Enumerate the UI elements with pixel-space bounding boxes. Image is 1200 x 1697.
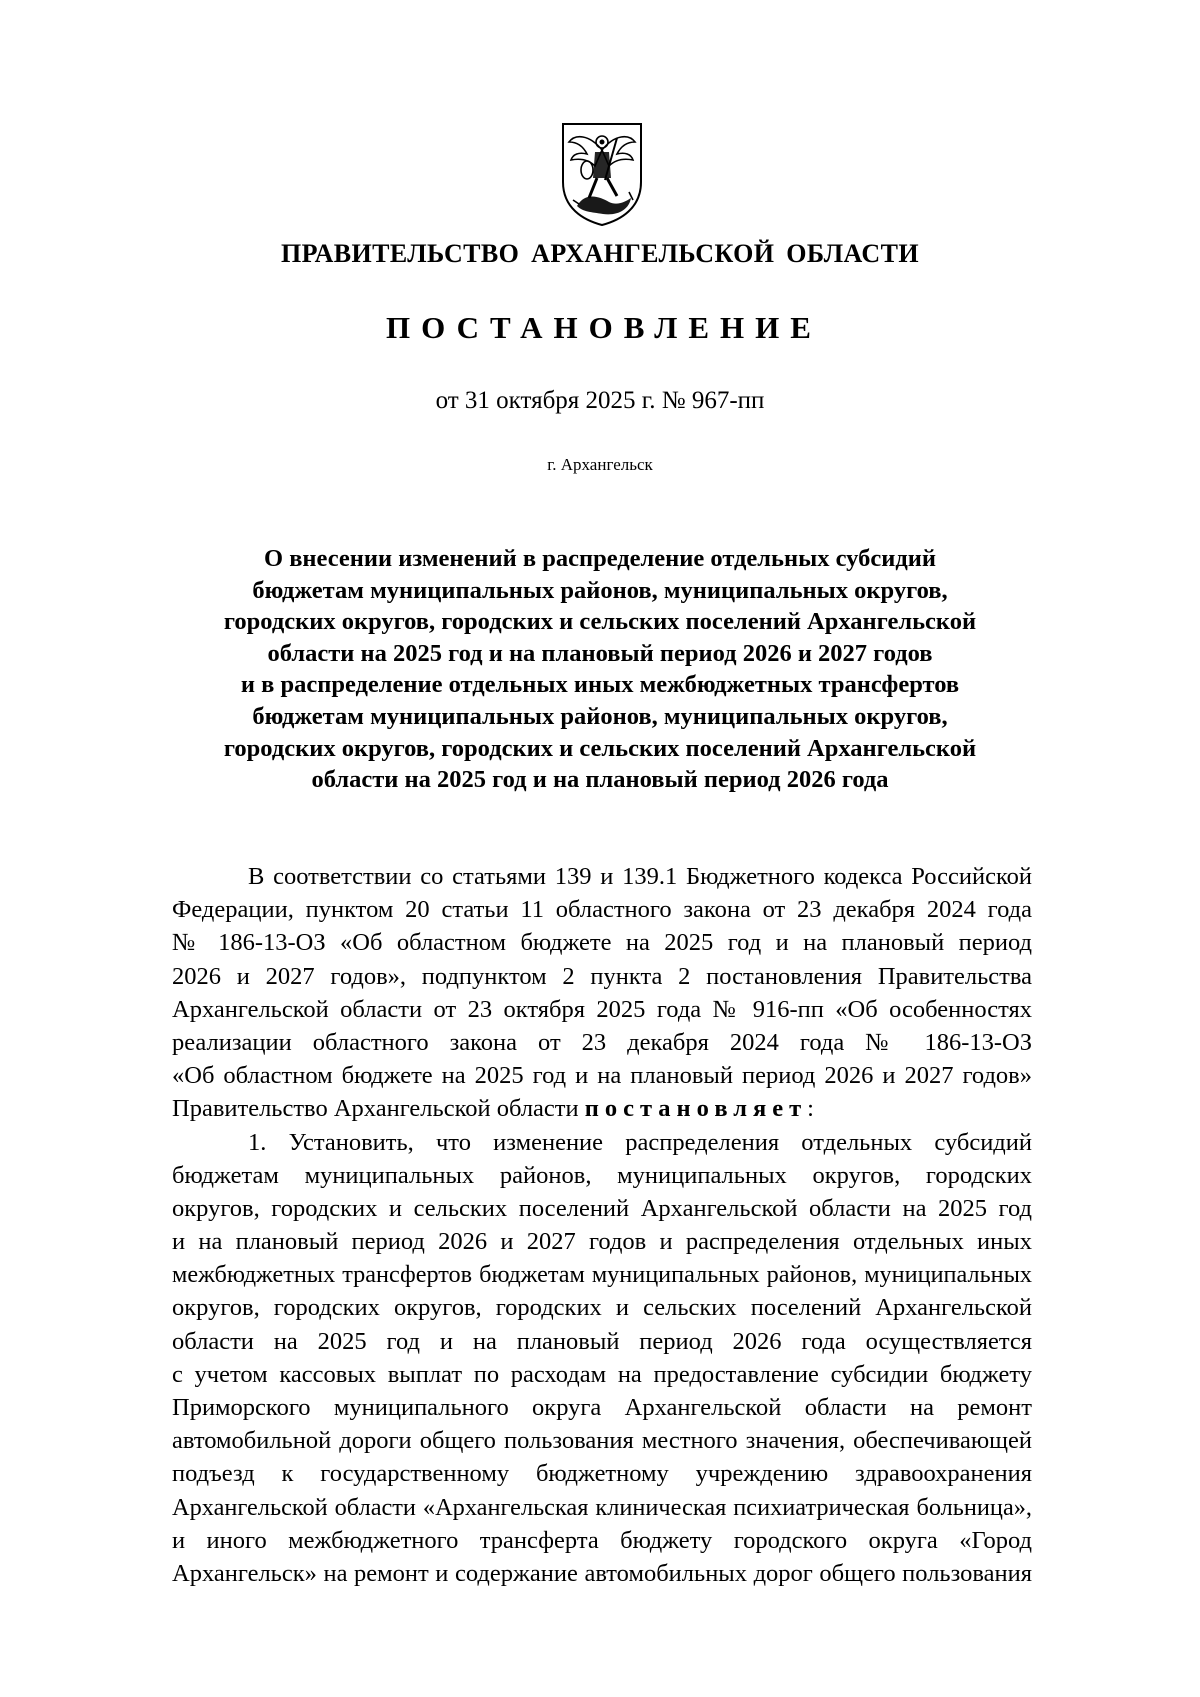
document-title [140, 543, 1060, 796]
title-line: и в распределение отдельных иных межбюджетных трансфертов [240, 671, 960, 699]
body-line-final [172, 1092, 1032, 1125]
preamble-final-suffix: : [807, 1095, 814, 1123]
body-line: межбюджетных трансфертов бюджетам муниципальных районов, муниципальных [172, 1261, 1032, 1289]
title-line: городских округов, городских и сельских поселений Архангельской [223, 734, 977, 762]
body-line: Приморского муниципального округа Архангельской области на ремонт [172, 1394, 1032, 1421]
resolves-word: постановляет [584, 1095, 808, 1123]
body-line: Архангельской области от 23 октября 2025 года № 916-пп «Об особенностях [172, 995, 1032, 1023]
body-line: «Об областном бюджете на 2025 год и на плановый период 2026 и 2027 годов» [172, 1062, 1032, 1090]
preamble-paragraph [172, 860, 1032, 1126]
body-line: Архангельской области «Архангельская клиническая психиатрическая больница», [172, 1493, 1032, 1521]
body-line: и на плановый период 2026 и 2027 годов и распределения отдельных иных [172, 1228, 1032, 1256]
body-line: № 186-13-ОЗ «Об областном бюджете на 2025 год и на плановый период [172, 929, 1032, 957]
title-line: области на 2025 год и на плановый период 2026 и 2027 годов [267, 639, 933, 667]
body-line: реализации областного закона от 23 декабря 2024 года № 186-13-ОЗ [172, 1028, 1032, 1056]
body-line: и иного межбюджетного трансферта бюджету городского округа «Город [172, 1526, 1032, 1554]
document-type: ПОСТАНОВЛЕНИЕ [386, 310, 822, 345]
title-line: О внесении изменений в распределение отдельных субсидий [264, 545, 936, 572]
paragraph-1 [172, 1126, 1032, 1591]
title-line: бюджетам муниципальных районов, муниципальных округов, [252, 576, 948, 604]
organization-name: ПРАВИТЕЛЬСТВО АРХАНГЕЛЬСКОЙ ОБЛАСТИ [281, 239, 919, 268]
body-line: области на 2025 год и на плановый период 2026 года осуществляется [172, 1327, 1032, 1355]
body-line: округов, городских и сельских поселений Архангельской области на 2025 год [172, 1194, 1032, 1222]
title-line: области на 2025 год и на плановый период 2026 года [311, 766, 889, 794]
document-body [172, 860, 1032, 1590]
body-line: Федерации, пунктом 20 статьи 11 областного закона от 23 декабря 2024 года [172, 896, 1032, 924]
body-line: Архангельск» на ремонт и содержание автомобильных дорог общего пользования [172, 1559, 1032, 1587]
title-line: бюджетам муниципальных районов, муниципальных округов, [252, 702, 948, 730]
body-line: округов, городских округов, городских и сельских поселений Архангельской [172, 1294, 1032, 1322]
preamble-final-text: Правительство Архангельской области [172, 1095, 585, 1123]
document-city: г. Архангельск [547, 455, 653, 474]
document-date-number: от 31 октября 2025 г. № 967-пп [435, 387, 765, 414]
body-line: подъезд к государственному бюджетному учреждению здравоохранения [172, 1460, 1032, 1488]
coat-of-arms-icon [559, 120, 645, 228]
title-line: городских округов, городских и сельских поселений Архангельской [223, 608, 977, 636]
body-line: 2026 и 2027 годов», подпунктом 2 пункта 2 постановления Правительства [172, 962, 1032, 990]
body-line: В соответствии со статьями 139 и 139.1 Бюджетного кодекса Российской [248, 863, 1032, 890]
body-line: 1. Установить, что изменение распределения отдельных субсидий [248, 1128, 1032, 1156]
body-line: автомобильной дороги общего пользования местного значения, обеспечивающей [172, 1427, 1032, 1455]
body-line: с учетом кассовых выплат по расходам на предоставление субсидии бюджету [172, 1360, 1032, 1388]
body-line: бюджетам муниципальных районов, муниципальных округов, городских [172, 1161, 1032, 1189]
